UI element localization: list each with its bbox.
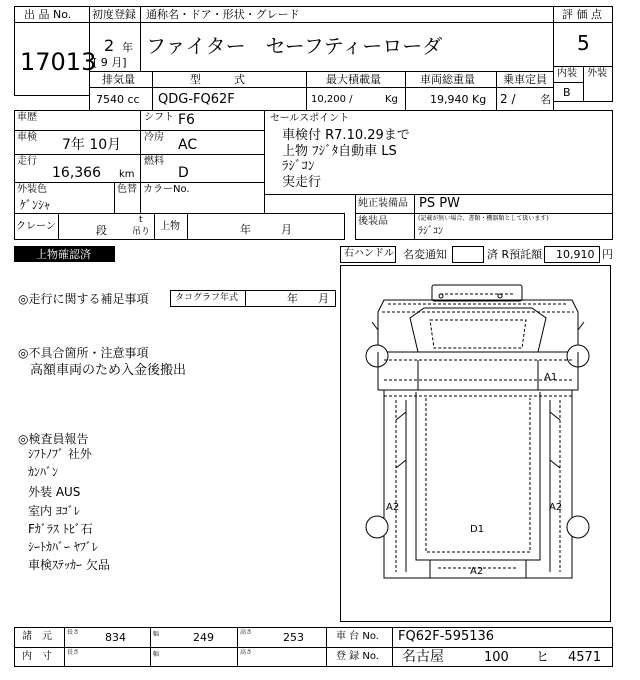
name-change-label: 名変通知 <box>403 248 447 261</box>
crane-hoist: 吊り <box>132 227 151 237</box>
upper-body-label: 上物 <box>160 221 180 232</box>
mileage-label: 走行 <box>17 156 37 167</box>
length-label: 長さ <box>67 629 80 636</box>
height-value: 253 <box>283 631 304 644</box>
height-label: 高さ <box>240 649 253 656</box>
ext-color-value: ｹﾞﾝｼｬ <box>20 198 51 212</box>
capacity-value: 2 / <box>500 92 516 106</box>
ac-value: AC <box>178 137 198 153</box>
damage-mark-a2-bottom: A2 <box>470 566 484 577</box>
max-load-label: 最大積載量 <box>326 73 381 86</box>
inspector-item: Fｶﾞﾗｽ ﾄﾋﾞ石 <box>28 522 93 536</box>
tachograph-label: タコグラフ年式 <box>175 293 239 303</box>
damage-mark-a1: A1 <box>544 372 558 383</box>
history-label: 車歴 <box>17 112 37 123</box>
registration-area: 名古屋 <box>402 649 444 665</box>
registration-class: 100 <box>484 650 509 665</box>
registration-kana: ヒ <box>536 650 550 665</box>
recycle-label: 済 R預託額 <box>487 248 543 261</box>
inspector-item: ｶﾝﾊﾞﾝ <box>28 465 59 479</box>
genuine-equipment-value: PS PW <box>419 196 460 211</box>
lot-number-label: 出 品 No. <box>24 8 72 21</box>
aftermarket-note: (記載が無い場合、書類・機器類として扱います) <box>418 215 549 222</box>
fuel-label: 燃料 <box>144 156 164 167</box>
specs-dimension-label: 諸 元 <box>22 631 52 642</box>
sales-point-line: 車検付 R7.10.29まで <box>282 128 410 143</box>
interior-grade-label: 内装 <box>557 68 577 79</box>
model-label: 通称名・ドア・形状・グレード <box>146 8 300 21</box>
chassis-number: FQ62F-595136 <box>398 629 495 644</box>
inspection-label: 車検 <box>17 132 37 143</box>
score-label: 評 価 点 <box>562 8 602 21</box>
damage-mark-a2-left: A2 <box>386 502 400 513</box>
defects-text: 高額車両のため入金後搬出 <box>30 363 187 378</box>
registration-year: 2 <box>104 36 115 55</box>
type-value: QDG-FQ62F <box>158 92 235 107</box>
mileage-value: 16,366 <box>52 165 101 181</box>
upper-body-year: 年 <box>240 223 251 236</box>
upper-body-month: 月 <box>281 223 292 236</box>
damage-mark-a2-right: A2 <box>549 502 563 513</box>
inspector-item: 外装 AUS <box>28 485 81 499</box>
registration-year-unit: 年 <box>122 41 133 54</box>
steering-value: 右ハンドル <box>344 248 394 259</box>
max-load-value: 10,200 / <box>311 94 353 105</box>
recycle-amount: 10,910 <box>556 248 595 261</box>
width-label: 幅 <box>153 631 160 638</box>
exterior-grade-label: 外装 <box>587 68 607 79</box>
defects-label: ◎不具合箇所・注意事項 <box>18 346 149 360</box>
crane-label: クレーン <box>16 221 56 232</box>
interior-grade: B <box>563 86 571 99</box>
ac-label: 冷房 <box>144 132 164 143</box>
inspector-item: ｼｰﾄｶﾊﾞｰ ﾔﾌﾞﾚ <box>28 540 98 554</box>
length-label: 長さ <box>67 649 80 656</box>
max-load-unit: Kg <box>385 94 398 105</box>
width-value: 249 <box>193 631 214 644</box>
mileage-unit: km <box>119 169 135 180</box>
displacement-label: 排気量 <box>102 73 135 86</box>
model-name: ファイター セーフティーローダ <box>146 34 443 58</box>
crane-stage: 段 <box>96 224 107 237</box>
capacity-label: 乗車定員 <box>503 73 547 86</box>
inspector-item: 車検ｽﾃｯｶｰ 欠品 <box>28 558 110 572</box>
inspector-report-label: ◎検査員報告 <box>18 432 89 446</box>
score-value: 5 <box>577 31 590 55</box>
driving-notes-label: ◎走行に関する補足事項 <box>18 292 149 306</box>
registration-number: 4571 <box>568 650 602 665</box>
interior-dimension-label: 内 寸 <box>22 651 52 662</box>
first-registration-label: 初度登録 <box>92 8 136 21</box>
recycle-unit: 円 <box>602 248 613 261</box>
inspector-item: 室内 ﾖｺﾞﾚ <box>28 504 80 518</box>
ext-color-label: 外装色 <box>17 184 47 195</box>
color-change-label: 色替 <box>117 184 137 195</box>
fuel-value: D <box>178 165 189 181</box>
color-code-label: カラーNo. <box>143 184 190 195</box>
shift-value: F6 <box>178 112 195 128</box>
inspection-value: 7年 10月 <box>62 137 122 153</box>
damage-mark-d1: D1 <box>470 524 485 535</box>
capacity-unit: 名 <box>540 93 551 106</box>
gross-weight-value: 19,940 Kg <box>430 93 487 106</box>
inspector-item: ｼﾌﾄﾉﾌﾞ 社外 <box>28 447 92 461</box>
shift-label: シフト <box>144 112 174 123</box>
tachograph-month: 月 <box>318 292 329 305</box>
sales-point-line: 上物 ﾌｼﾞﾀ自動車 LS <box>282 144 397 159</box>
genuine-equipment-label: 純正装備品 <box>358 198 408 209</box>
sales-point-line: 実走行 <box>282 175 322 190</box>
registration-month: [ 9 月] <box>93 56 127 69</box>
height-label: 高さ <box>240 629 253 636</box>
registration-label: 登 録 No. <box>336 651 379 662</box>
lot-number: 17013 <box>20 48 97 76</box>
width-label: 幅 <box>153 651 160 658</box>
chassis-label: 車 台 No. <box>336 631 379 642</box>
crane-tons: t <box>139 215 143 225</box>
aftermarket-label: 後装品 <box>358 216 388 227</box>
aftermarket-value: ﾗｼﾞｺﾝ <box>418 226 443 237</box>
tachograph-year: 年 <box>287 292 298 305</box>
upper-body-confirmed-banner: 上物確認済 <box>14 246 115 262</box>
length-value: 834 <box>105 631 126 644</box>
displacement-value: 7540 cc <box>96 93 140 106</box>
sales-point-label: セールスポイント <box>270 113 350 124</box>
sales-point-line: ﾗｼﾞｺﾝ <box>282 159 315 174</box>
gross-weight-label: 車両総重量 <box>420 73 475 86</box>
type-label: 型 式 <box>190 73 245 86</box>
